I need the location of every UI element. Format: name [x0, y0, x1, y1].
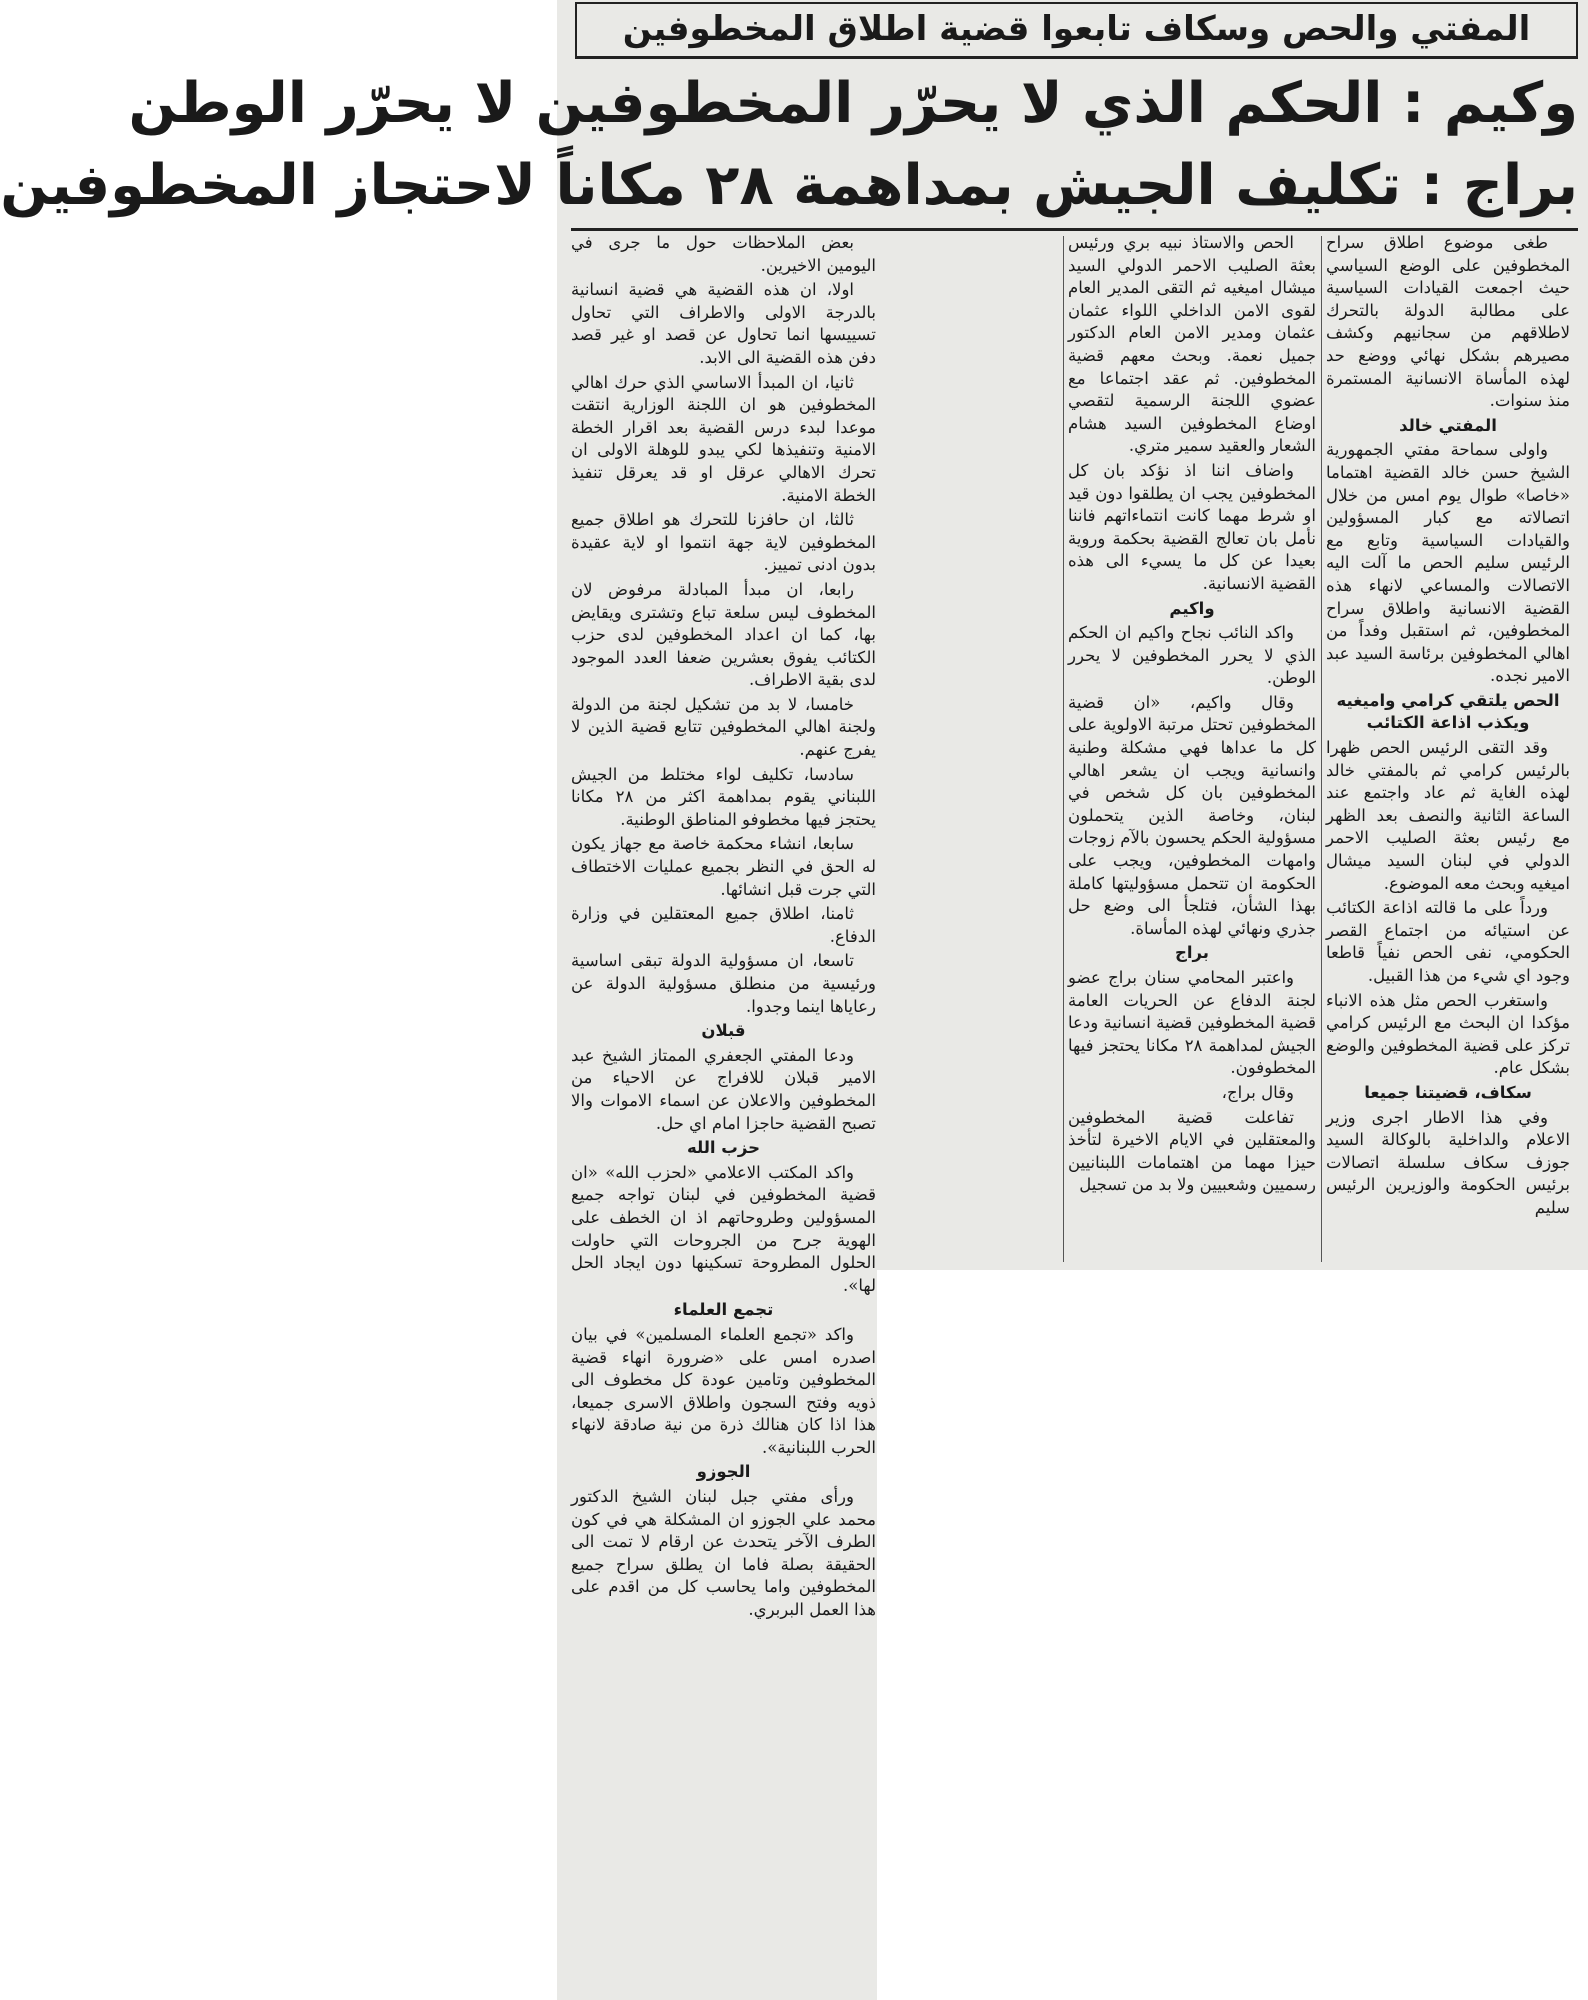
- paragraph: واكد النائب نجاح واكيم ان الحكم الذي لا يحرر المخطوفين لا يحرر الوطن.: [1068, 623, 1316, 688]
- paragraph: طغى موضوع اطلاق سراح المخطوفين على الوضع السياسي حيث اجمعت القيادات السياسية على مطالبة الدولة بالتحرك لاطلاقهم من سجانيهم وكشف مصيرهم بشكل نهائي ووضع حد لهذه المأساة الانسانية المستمرة منذ سنوات.: [1326, 233, 1570, 411]
- paragraph: واضاف اننا اذ نؤكد بان كل المخطوفين يجب ان يطلقوا دون قيد او شرط مهما كانت انتماءاتهم فاننا نأمل بان تعالج القضية بحكمة وروية بعيدا عن كل ما يسيء الى هذه القضية الانسانية.: [1068, 460, 1316, 593]
- paragraph: وقد التقى الرئيس الحص ظهرا بالرئيس كرامي ثم بالمفتي خالد لهذه الغاية ثم عاد واجتمع عند الساعة الثانية والنصف بعد الظهر مع رئيس بعثة الصليب الاحمر الدولي في لبنان السيد ميشال اميغيه وبحث معه الموضوع.: [1326, 738, 1570, 893]
- column-divider: [1063, 236, 1064, 1262]
- article-column-1: [1326, 232, 1570, 1262]
- paragraph: بعض الملاحظات حول ما جرى في اليومين الاخيرين.: [571, 233, 876, 275]
- paragraph: تفاعلت قضية المخطوفين والمعتقلين في الايام الاخيرة لتأخذ حيزا مهما من اهتمامات اللبنانيين رسميين وشعبيين ولا بد من تسجيل: [1068, 1107, 1316, 1195]
- paragraph: وقال واكيم، «ان قضية المخطوفين تحتل مرتبة الاولوية على كل ما عداها فهي مشكلة وطنية وانسانية ويجب ان يشعر اهالي المخطوفين بان كل شخص في لبنان، وخاصة الذين يتحملون مسؤولية الحكم يحسون بالآم زوجات وامهات المخطوفين، ويجب على الحكومة ان تتحمل مسؤوليتها كاملة بهذا الشأن، فتلجأ الى وضع حل جذري ونهائي لهذه المأساة.: [1068, 692, 1316, 938]
- paragraph: تاسعا، ان مسؤولية الدولة تبقى اساسية ورئيسية من منطلق مسؤولية الدولة عن رعاياها اينما وجدوا.: [571, 951, 876, 1016]
- paragraph: ودعا المفتي الجعفري الممتاز الشيخ عبد الامير قبلان للافراج عن الاحياء من المخطوفين والاعلان عن اسماء الاموات والا تصبح القضية حاجزا امام اي حل.: [571, 1045, 876, 1133]
- paragraph: ورداً على ما قالته اذاعة الكتائب عن استيائه من اجتماع القصر الحكومي، نفى الحص نفياً قاطعا وجود اي شيء من هذا القبيل.: [1326, 898, 1570, 985]
- paragraph: ثانيا، ان المبدأ الاساسي الذي حرك اهالي المخطوفين هو ان اللجنة الوزارية انتقت موعدا لبدء درس القضية بعد اقرار الخطة الامنية وتنفيذها لكي يبدو للوهلة الاولى ان تحرك الاهالي عرقل او قد يعرقل تنفيذ الخطة الامنية.: [571, 372, 876, 505]
- subheading: براج: [1174, 943, 1209, 963]
- paragraph: واعتبر المحامي سنان براج عضو لجنة الدفاع عن الحريات العامة قضية المخطوفين قضية انسانية ودعا الجيش لمداهمة ٢٨ مكانا يحتجز فيها المخطوفون.: [1068, 968, 1316, 1078]
- subheading: قبلان: [701, 1021, 746, 1041]
- paragraph: رابعا، ان مبدأ المبادلة مرفوض لان المخطوف ليس سلعة تباع وتشترى ويقايض بها، كما ان اعداد المخطوفين لدى حزب الكتائب يفوق بعشرين ضعفا العدد الموجود لدى بقية الاطراف.: [571, 579, 876, 690]
- paragraph: واولى سماحة مفتي الجمهورية الشيخ حسن خالد القضية اهتماما «خاصا» طوال يوم امس من خلال اتصالاته مع كبار المسؤولين والقيادات السياسية وتابع مع الرئيس سليم الحص ما آلت اليه الاتصالات والمساعي لانهاء هذه القضية الانسانية واطلاق سراح المخطوفين، ثم استقبل وفداً من اهالي المخطوفين برئاسة السيد عبد الامير نجده.: [1326, 440, 1570, 686]
- main-headline: وكيم : الحكم الذي لا يحرّر المخطوفين لا يحرّر الوطن: [128, 71, 1578, 136]
- subheading: سكاف، قضيتنا جميعا: [1364, 1082, 1532, 1102]
- paragraph: الحص والاستاذ نبيه بري ورئيس بعثة الصليب الاحمر الدولي السيد ميشال اميغيه ثم التقى المدير العام لقوى الامن الداخلي اللواء عثمان عثمان ومدير الامن العام الدكتور جميل نعمة. وبحث معهم قضية المخطوفين. ثم عقد اجتماعا مع عضوي اللجنة الرسمية لتقصي اوضاع المخطوفين السيد هشام الشعار والعقيد سمير متري.: [1068, 233, 1316, 456]
- subheading: تجمع العلماء: [673, 1300, 774, 1320]
- second-headline: براج : تكليف الجيش بمداهمة ٢٨ مكاناً لاحتجاز المخطوفين: [571, 144, 1578, 231]
- paragraph: خامسا، لا بد من تشكيل لجنة من الدولة ولجنة اهالي المخطوفين تتابع قضية الذين لا يفرج عنهم.: [571, 694, 876, 760]
- column-divider: [1321, 236, 1322, 1262]
- paragraph: واستغرب الحص مثل هذه الانباء مؤكدا ان البحث مع الرئيس كرامي تركز على قضية المخطوفين والوضع بشكل عام.: [1326, 990, 1570, 1078]
- paragraph: وقال براج،: [1221, 1082, 1294, 1102]
- paragraph: ثامنا، اطلاق جميع المعتقلين في وزارة الدفاع.: [571, 904, 876, 946]
- subheading: الحص يلتقي كرامي واميغيه ويكذب اذاعة الكتائب: [1336, 690, 1560, 733]
- subheading: الجوزو: [696, 1462, 751, 1482]
- paragraph: وفي هذا الاطار اجرى وزير الاعلام والداخلية بالوكالة السيد جوزف سكاف سلسلة اتصالات برئيس الحكومة والوزيرين الرئيس سليم: [1326, 1107, 1570, 1217]
- paragraph: اولا، ان هذه القضية هي قضية انسانية بالدرجة الاولى والاطراف التي تحاول تسييسها انما تحاول عن قصد او غير قصد دفن هذه القضية الى الابد.: [571, 280, 876, 367]
- subheading: المفتي خالد: [1399, 415, 1497, 435]
- paragraph: واكد «تجمع العلماء المسلمين» في بيان اصدره امس على «ضرورة انهاء قضية المخطوفين وتامين عودة كل مخطوف الى ذويه وفتح السجون واطلاق الاسرى جميعا، هذا اذا كان هنالك ذرة من نية صادقة لانهاء الحرب اللبنانية».: [571, 1324, 876, 1457]
- paragraph: ثالثا، ان حافزنا للتحرك هو اطلاق جميع المخطوفين لاية جهة انتموا او لاية عقيدة بدون ادنى تمييز.: [571, 510, 876, 575]
- paragraph: ورأى مفتي جبل لبنان الشيخ الدكتور محمد علي الجوزو ان المشكلة هي في كون الطرف الآخر يتحدث عن ارقام لا تمت الى الحقيقة بصلة فاما ان يطلق سراح جميع المخطوفين واما يحاسب كل من اقدم على هذا العمل البربري.: [571, 1487, 876, 1620]
- paragraph: سابعا، انشاء محكمة خاصة مع جهاز يكون له الحق في النظر بجميع عمليات الاختطاف التي جرت قبل انشائها.: [571, 834, 876, 899]
- kicker-headline: المفتي والحص وسكاف تابعوا قضية اطلاق المخطوفين: [575, 2, 1578, 59]
- subheading: حزب الله: [686, 1138, 761, 1158]
- subheading: واكيم: [1169, 598, 1215, 618]
- article-column-2: [1068, 232, 1316, 1262]
- article-column-3: [571, 232, 876, 1992]
- paragraph: سادسا، تكليف لواء مختلط من الجيش اللبناني يقوم بمداهمة اكثر من ٢٨ مكانا يحتجز فيها مخطوفو المناطق الوطنية.: [571, 764, 876, 829]
- paragraph: واكد المكتب الاعلامي «لحزب الله» «ان قضية المخطوفين في لبنان تواجه جميع المسؤولين وطروحاتهم اذ ان الخطف على الهوية جرح من الجروحات التي حاولت الحلول المطروحة تسكينها دون ايجاد الحل لها».: [571, 1162, 876, 1295]
